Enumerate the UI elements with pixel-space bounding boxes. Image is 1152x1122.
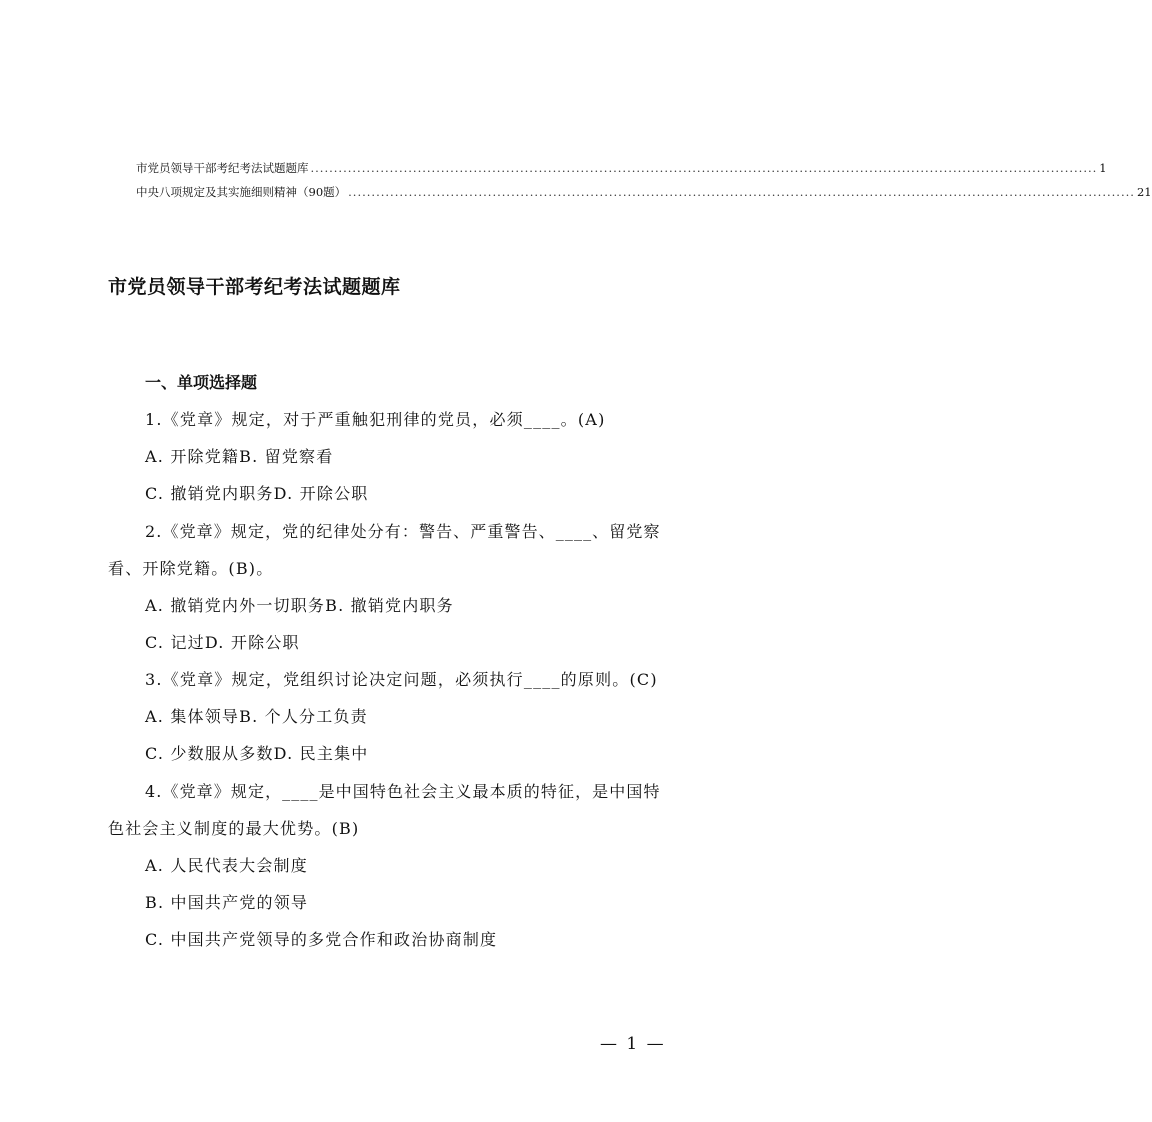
question-3-option-ab: A. 集体领导B. 个人分工负责: [145, 707, 368, 726]
page-number: — 1 —: [600, 1034, 666, 1054]
question-4-option-b: B. 中国共产党的领导: [145, 893, 309, 912]
question-1-text: 1.《党章》规定，对于严重触犯刑律的党员，必须____。(A): [145, 410, 606, 429]
toc-entry-page[interactable]: 1: [1099, 161, 1107, 175]
toc-entry-title[interactable]: 市党员领导干部考纪考法试题题库: [136, 161, 309, 175]
question-2-text: 2.《党章》规定，党的纪律处分有：警告、严重警告、____、留党察: [145, 522, 661, 541]
toc-entry[interactable]: [136, 184, 1152, 200]
question-3-text: 3.《党章》规定，党组织讨论决定问题，必须执行____的原则。(C): [145, 670, 658, 689]
document-title: 市党员领导干部考纪考法试题题库: [108, 276, 401, 298]
toc-entry[interactable]: [136, 160, 1107, 176]
toc-leader-dots: .........................................................................................................................................................................: [348, 185, 1135, 199]
question-4-text: 4.《党章》规定，____是中国特色社会主义最本质的特征，是中国特: [145, 782, 661, 801]
question-4-option-a: A. 人民代表大会制度: [145, 856, 308, 875]
section-heading: 一、单项选择题: [145, 373, 258, 392]
question-2-option-ab: A. 撤销党内外一切职务B. 撤销党内职务: [145, 596, 454, 615]
question-3-option-cd: C. 少数服从多数D. 民主集中: [145, 744, 369, 763]
question-2-option-cd: C. 记过D. 开除公职: [145, 633, 300, 652]
question-4-text-continued: 色社会主义制度的最大优势。(B): [108, 819, 360, 838]
toc-leader-dots: .........................................................................................................................................................................: [310, 161, 1098, 175]
toc-entry-page[interactable]: 21: [1136, 185, 1152, 199]
question-1-option-ab: A. 开除党籍B. 留党察看: [145, 447, 334, 466]
toc-entry-title[interactable]: 中央八项规定及其实施细则精神（90题）: [136, 185, 347, 199]
question-4-option-c: C. 中国共产党领导的多党合作和政治协商制度: [145, 930, 498, 949]
question-1-option-cd: C. 撤销党内职务D. 开除公职: [145, 484, 369, 503]
question-2-text-continued: 看、开除党籍。(B)。: [108, 559, 274, 578]
